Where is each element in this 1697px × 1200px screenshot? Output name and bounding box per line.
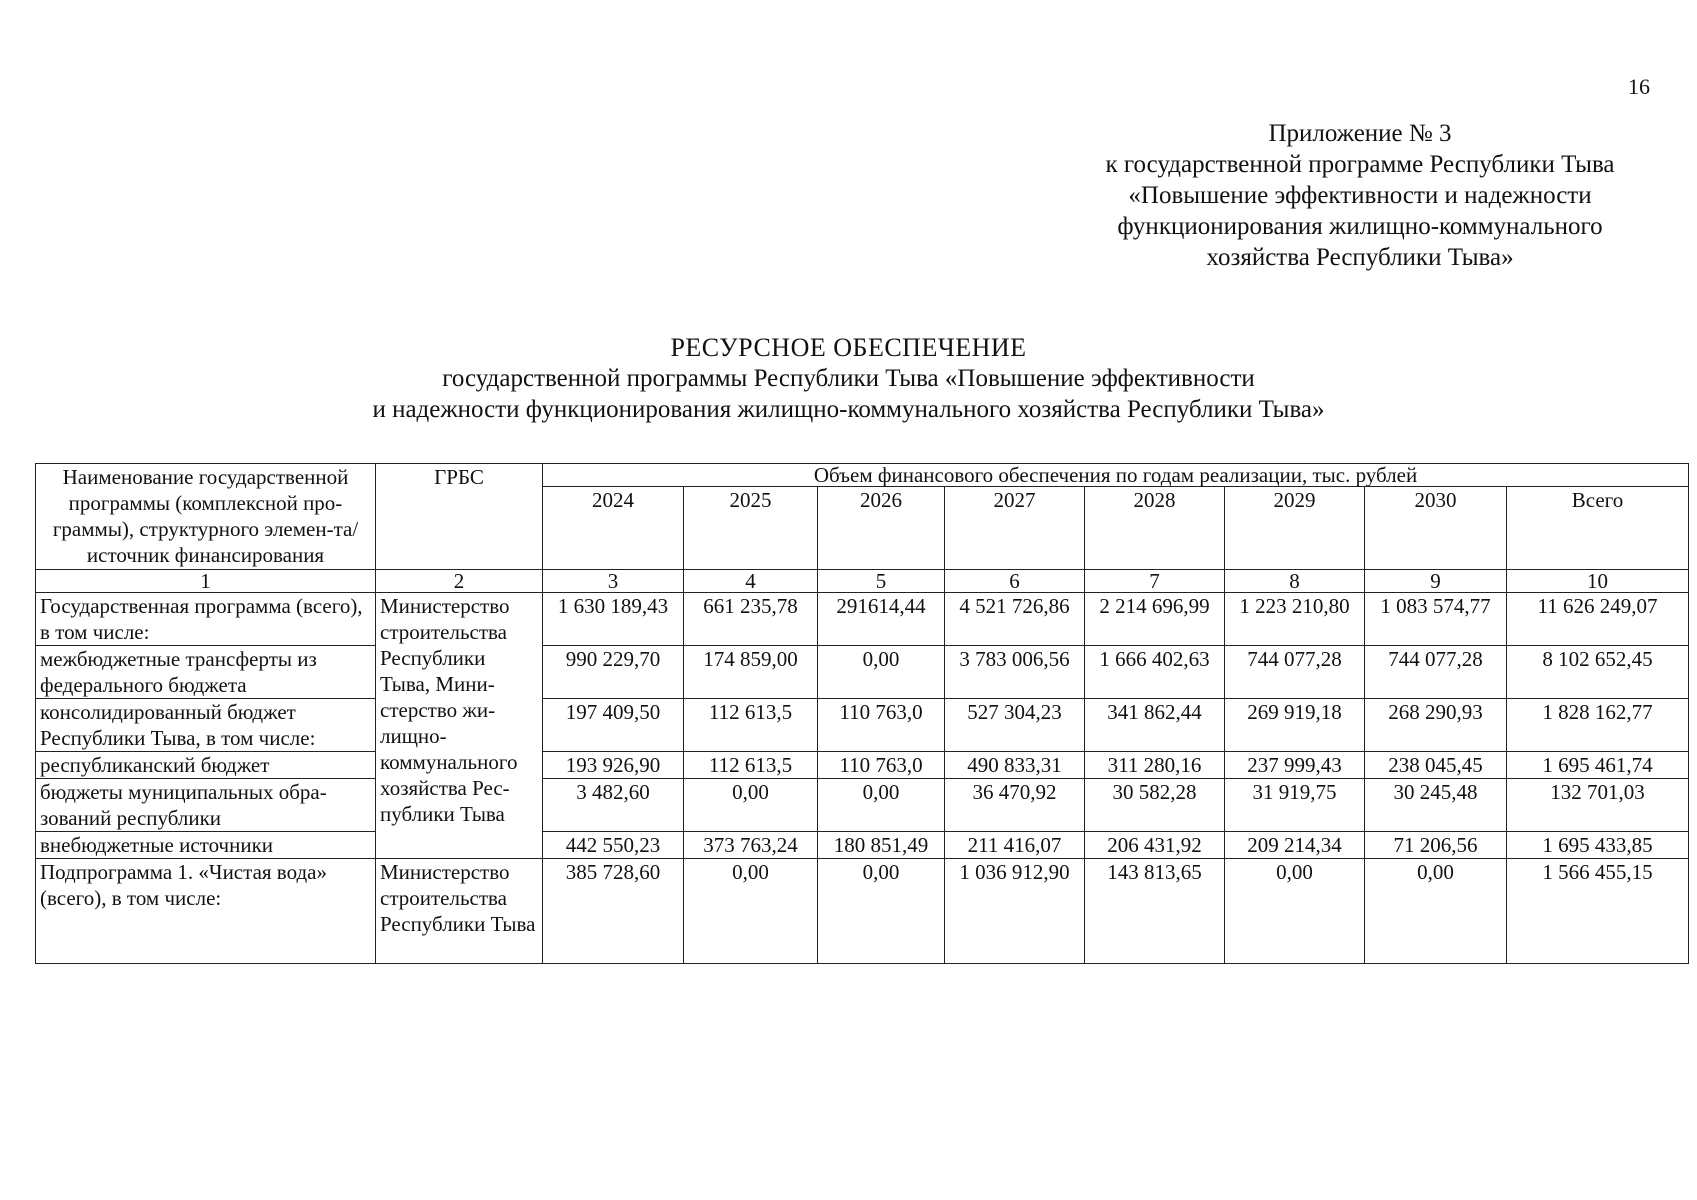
row-name-cell: внебюджетные источники	[36, 832, 376, 859]
column-number-cell: 3	[543, 570, 684, 593]
header-year-cell: 2030	[1365, 487, 1507, 570]
value-cell: 174 859,00	[684, 646, 818, 699]
value-cell: 0,00	[818, 646, 945, 699]
column-number-cell: 10	[1507, 570, 1689, 593]
column-number-cell: 1	[36, 570, 376, 593]
row-name-cell: республиканский бюджет	[36, 752, 376, 779]
value-cell: 238 045,45	[1365, 752, 1507, 779]
column-number-cell: 9	[1365, 570, 1507, 593]
header-grbs-cell: ГРБС	[376, 464, 543, 570]
appendix-line: к государственной программе Республики Тыва	[1105, 151, 1615, 178]
header-total-cell: Всего	[1507, 487, 1689, 570]
table-row	[36, 593, 1689, 646]
value-cell: 197 409,50	[543, 699, 684, 752]
appendix-line: функционирования жилищно-коммунального	[1117, 213, 1603, 240]
header-year-cell: 2028	[1085, 487, 1225, 570]
row-name-cell: Государственная программа (всего), в том числе:	[36, 593, 376, 646]
value-cell: 180 851,49	[818, 832, 945, 859]
total-cell: 1 695 461,74	[1507, 752, 1689, 779]
value-cell: 112 613,5	[684, 699, 818, 752]
value-cell: 373 763,24	[684, 832, 818, 859]
header-year-cell: 2024	[543, 487, 684, 570]
value-cell: 0,00	[684, 859, 818, 964]
value-cell: 30 582,28	[1085, 779, 1225, 832]
value-cell: 3 783 006,56	[945, 646, 1085, 699]
value-cell: 744 077,28	[1225, 646, 1365, 699]
row-name-cell: консолидированный бюджет Республики Тыва, в том числе:	[36, 699, 376, 752]
value-cell: 661 235,78	[684, 593, 818, 646]
table-row	[36, 752, 1689, 779]
appendix-block	[1060, 118, 1660, 273]
header-funding-group: Объем финансового обеспечения по годам реализации, тыс. рублей	[543, 464, 1689, 487]
total-cell: 1 828 162,77	[1507, 699, 1689, 752]
value-cell: 385 728,60	[543, 859, 684, 964]
resource-table	[35, 463, 1689, 964]
value-cell: 112 613,5	[684, 752, 818, 779]
value-cell: 31 919,75	[1225, 779, 1365, 832]
row-name-cell: межбюджетные трансферты из федерального бюджета	[36, 646, 376, 699]
value-cell: 311 280,16	[1085, 752, 1225, 779]
value-cell: 1 083 574,77	[1365, 593, 1507, 646]
value-cell: 4 521 726,86	[945, 593, 1085, 646]
value-cell: 442 550,23	[543, 832, 684, 859]
document-subtitle-line: и надежности функционирования жилищно-коммунального хозяйства Республики Тыва»	[372, 396, 1325, 423]
column-number-cell: 2	[376, 570, 543, 593]
value-cell: 1 666 402,63	[1085, 646, 1225, 699]
value-cell: 237 999,43	[1225, 752, 1365, 779]
value-cell: 1 630 189,43	[543, 593, 684, 646]
document-title: РЕСУРСНОЕ ОБЕСПЕЧЕНИЕ	[670, 333, 1027, 362]
value-cell: 36 470,92	[945, 779, 1085, 832]
column-number-cell: 8	[1225, 570, 1365, 593]
value-cell: 1 036 912,90	[945, 859, 1085, 964]
grbs-cell: Министерство строительства Республики Тыва	[376, 859, 543, 964]
value-cell: 1 223 210,80	[1225, 593, 1365, 646]
value-cell: 341 862,44	[1085, 699, 1225, 752]
appendix-line: Приложение № 3	[1268, 120, 1452, 147]
table-row	[36, 779, 1689, 832]
value-cell: 269 919,18	[1225, 699, 1365, 752]
value-cell: 990 229,70	[543, 646, 684, 699]
document-heading	[0, 332, 1697, 425]
header-name-cell: Наименование государственной программы (комплексной про-граммы), структурного элемен-та/источник финансирования	[36, 464, 376, 570]
value-cell: 3 482,60	[543, 779, 684, 832]
table-row	[36, 699, 1689, 752]
appendix-line: «Повышение эффективности и надежности	[1128, 182, 1592, 209]
table-row	[36, 646, 1689, 699]
header-year-cell: 2029	[1225, 487, 1365, 570]
total-cell: 1 566 455,15	[1507, 859, 1689, 964]
value-cell: 490 833,31	[945, 752, 1085, 779]
page-number: 16	[1628, 74, 1650, 99]
total-cell: 11 626 249,07	[1507, 593, 1689, 646]
value-cell: 30 245,48	[1365, 779, 1507, 832]
value-cell: 0,00	[818, 779, 945, 832]
total-cell: 132 701,03	[1507, 779, 1689, 832]
total-cell: 8 102 652,45	[1507, 646, 1689, 699]
header-year-cell: 2027	[945, 487, 1085, 570]
value-cell: 143 813,65	[1085, 859, 1225, 964]
row-name-cell: Подпрограмма 1. «Чистая вода» (всего), в том числе:	[36, 859, 376, 964]
table-header-row	[36, 464, 1689, 487]
value-cell: 291614,44	[818, 593, 945, 646]
value-cell: 193 926,90	[543, 752, 684, 779]
value-cell: 71 206,56	[1365, 832, 1507, 859]
appendix-line: хозяйства Республики Тыва»	[1206, 244, 1514, 271]
value-cell: 209 214,34	[1225, 832, 1365, 859]
column-number-cell: 5	[818, 570, 945, 593]
document-subtitle-line: государственной программы Республики Тыва «Повышение эффективности	[442, 365, 1255, 392]
column-number-cell: 4	[684, 570, 818, 593]
grbs-cell: Министерство строительства Республики Тыва, Мини-стерство жи-лищно-коммунального хозяйства Рес-публики Тыва	[376, 593, 543, 859]
column-number-row	[36, 570, 1689, 593]
value-cell: 744 077,28	[1365, 646, 1507, 699]
total-cell: 1 695 433,85	[1507, 832, 1689, 859]
value-cell: 0,00	[1365, 859, 1507, 964]
value-cell: 211 416,07	[945, 832, 1085, 859]
row-name-cell: бюджеты муниципальных обра-зований республики	[36, 779, 376, 832]
column-number-cell: 6	[945, 570, 1085, 593]
value-cell: 527 304,23	[945, 699, 1085, 752]
value-cell: 0,00	[818, 859, 945, 964]
value-cell: 110 763,0	[818, 699, 945, 752]
value-cell: 110 763,0	[818, 752, 945, 779]
value-cell: 268 290,93	[1365, 699, 1507, 752]
table-row	[36, 859, 1689, 964]
header-year-cell: 2025	[684, 487, 818, 570]
header-year-cell: 2026	[818, 487, 945, 570]
value-cell: 2 214 696,99	[1085, 593, 1225, 646]
value-cell: 0,00	[1225, 859, 1365, 964]
table-row	[36, 832, 1689, 859]
column-number-cell: 7	[1085, 570, 1225, 593]
value-cell: 206 431,92	[1085, 832, 1225, 859]
value-cell: 0,00	[684, 779, 818, 832]
